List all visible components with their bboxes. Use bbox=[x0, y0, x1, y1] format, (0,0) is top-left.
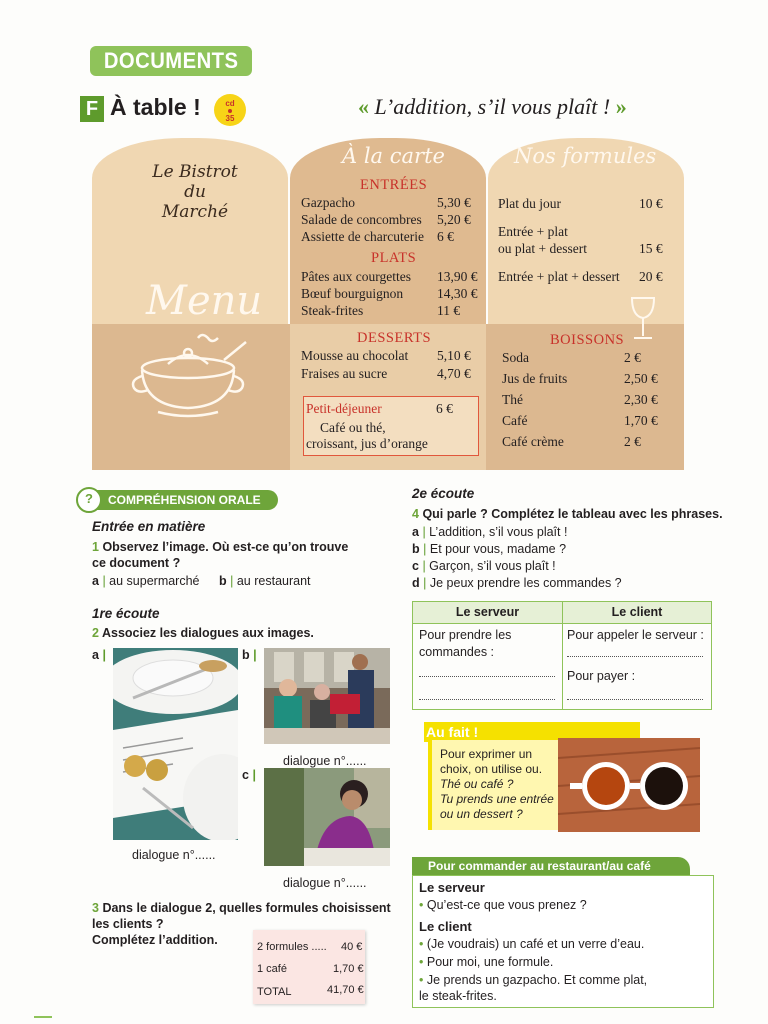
question-3 bbox=[92, 901, 391, 915]
table-header-client: Le client bbox=[563, 602, 711, 623]
photo-receipt-coins bbox=[113, 648, 238, 840]
boisson-price: 2,50 € bbox=[624, 371, 658, 386]
serveur-line: • Qu’est-ce que vous prenez ? bbox=[419, 898, 587, 912]
documents-tag: DOCUMENTS bbox=[90, 46, 252, 76]
boisson-name: Soda bbox=[502, 350, 529, 365]
menu-item-price: 14,30 € bbox=[437, 286, 478, 301]
image-c-label: c | bbox=[242, 768, 256, 782]
menu-item-price: 13,90 € bbox=[437, 269, 478, 284]
client-line: • (Je voudrais) un café et un verre d’eau. bbox=[419, 937, 645, 951]
cd-track: 35 bbox=[225, 114, 235, 123]
menu-item-name: Salade de concombres bbox=[301, 212, 422, 227]
question-1 bbox=[92, 540, 348, 554]
cd-label: cd bbox=[225, 99, 235, 108]
wine-glass-icon bbox=[628, 294, 658, 344]
answer-a[interactable]: a | au supermarché bbox=[92, 574, 200, 588]
question-text: Associez les dialogues aux images. bbox=[101, 626, 314, 640]
client-line: • Pour moi, une formule. bbox=[419, 955, 554, 969]
phrase-text: Garçon, s’il vous plaît ! bbox=[429, 559, 556, 573]
client-title: Le client bbox=[419, 919, 472, 934]
petit-dejeuner-desc: Café ou thé, bbox=[320, 420, 386, 435]
menu-item-name: Steak-frites bbox=[301, 303, 364, 318]
boisson-price: 2 € bbox=[624, 350, 641, 365]
restaurant-name-line: Marché bbox=[161, 202, 229, 222]
question-1-line2: ce document ? bbox=[92, 556, 181, 570]
quote-close: » bbox=[615, 94, 627, 119]
client-answer-field-1[interactable] bbox=[567, 656, 703, 657]
question-number: 2 bbox=[92, 626, 99, 640]
quote-open: « bbox=[358, 94, 369, 119]
question-number: 1 bbox=[92, 540, 99, 554]
phrase-letter: a bbox=[412, 525, 419, 539]
cd-icon bbox=[228, 109, 232, 113]
ear-icon: ? bbox=[76, 487, 102, 513]
boisson-price: 2,30 € bbox=[624, 392, 658, 407]
commander-box bbox=[412, 875, 714, 1008]
client-prompt-appeler: Pour appeler le serveur : bbox=[567, 628, 704, 642]
menu-item-price: 5,20 € bbox=[437, 212, 471, 227]
addition-label: TOTAL bbox=[257, 986, 292, 998]
phrase-letter: b bbox=[412, 542, 420, 556]
restaurant-name bbox=[140, 162, 250, 222]
au-fait-example: ou un dessert ? bbox=[440, 807, 523, 821]
question-text: Observez l’image. Où est-ce qu’on trouve bbox=[102, 540, 349, 554]
menu-item-name: Gazpacho bbox=[301, 195, 355, 210]
entrees-title: ENTRÉES bbox=[360, 177, 428, 193]
client-line: • Je prends un gazpacho. Et comme plat, bbox=[419, 973, 648, 987]
table-header-line bbox=[413, 623, 711, 624]
client-answer-field-2[interactable] bbox=[567, 699, 703, 700]
client-line-end: le steak-frites. bbox=[419, 989, 497, 1003]
carte-title: À la carte bbox=[342, 144, 445, 168]
cd-track-badge[interactable] bbox=[214, 94, 246, 126]
au-fait-example: Tu prends une entrée bbox=[440, 792, 554, 806]
serveur-title: Le serveur bbox=[419, 880, 485, 895]
soup-tureen-icon bbox=[128, 328, 253, 423]
phrase-text: Je peux prendre les commandes ? bbox=[429, 576, 622, 590]
question-number: 3 bbox=[92, 901, 99, 915]
menu-item-name: Fraises au sucre bbox=[301, 366, 388, 381]
answer-text: au restaurant bbox=[236, 574, 311, 588]
addition-value: 41,70 € bbox=[327, 984, 364, 996]
menu-item-price: 5,10 € bbox=[437, 348, 471, 363]
table-header-serveur: Le serveur bbox=[413, 602, 562, 623]
ecoute-2-heading: 2e écoute bbox=[412, 486, 475, 501]
phrase-letter: c bbox=[412, 559, 419, 573]
plats-title: PLATS bbox=[371, 250, 417, 266]
comprehension-orale-label: COMPRÉHENSION ORALE bbox=[108, 493, 261, 507]
boisson-name: Jus de fruits bbox=[502, 371, 568, 386]
boisson-name: Café crème bbox=[502, 434, 564, 449]
answer-letter: a bbox=[92, 574, 99, 588]
boisson-price: 2 € bbox=[624, 434, 641, 449]
waiter-scene-image bbox=[264, 648, 390, 744]
formules-title: Nos formules bbox=[514, 144, 657, 168]
phrase-item: d | Je peux prendre les commandes ? bbox=[412, 576, 622, 590]
commander-tag: Pour commander au restaurant/au café bbox=[412, 857, 690, 875]
boisson-name: Thé bbox=[502, 392, 523, 407]
question-text: Qui parle ? Complétez le tableau avec les phrases. bbox=[422, 507, 723, 521]
au-fait-line: Pour exprimer un bbox=[440, 747, 533, 761]
photo-tea-coffee bbox=[558, 738, 700, 832]
formule-name: Entrée + plat + dessert bbox=[498, 269, 620, 284]
phrase-item: b | Et pour vous, madame ? bbox=[412, 542, 567, 556]
menu-item-price: 11 € bbox=[437, 303, 461, 318]
phrase-text: L’addition, s’il vous plaît ! bbox=[429, 525, 568, 539]
serveur-line-text: Qu’est-ce que vous prenez ? bbox=[426, 898, 587, 912]
serveur-prompt: Pour prendre les bbox=[419, 628, 512, 642]
answer-letter: b bbox=[219, 574, 227, 588]
menu-item-price: 5,30 € bbox=[437, 195, 471, 210]
boissons-title: BOISSONS bbox=[550, 332, 625, 348]
page-footer-mark bbox=[34, 1016, 52, 1018]
menu-item-name: Pâtes aux courgettes bbox=[301, 269, 411, 284]
comprehension-orale-tag bbox=[78, 490, 278, 510]
question-text: Dans le dialogue 2, quelles formules choisissent bbox=[102, 901, 391, 915]
section-letter: F bbox=[80, 96, 104, 122]
menu-item-name: Assiette de charcuterie bbox=[301, 229, 424, 244]
image-letter: c bbox=[242, 768, 249, 782]
formule-price: 15 € bbox=[639, 241, 663, 256]
menu-item-price: 4,70 € bbox=[437, 366, 471, 381]
question-2 bbox=[92, 626, 314, 640]
formule-name: Plat du jour bbox=[498, 196, 561, 211]
question-3-line2: les clients ? bbox=[92, 917, 164, 931]
image-letter: a bbox=[92, 648, 99, 662]
client-prompt-payer: Pour payer : bbox=[567, 669, 636, 683]
addition-receipt bbox=[253, 930, 365, 1004]
formule-name-line2: ou plat + dessert bbox=[498, 241, 587, 256]
ecoute-1-heading: 1re écoute bbox=[92, 606, 160, 621]
petit-dejeuner-name: Petit-déjeuner bbox=[306, 401, 382, 416]
table-divider bbox=[562, 602, 563, 709]
client-line-text: Pour moi, une formule. bbox=[426, 955, 554, 969]
receipt-scene-image bbox=[113, 648, 238, 840]
photo-waiter-clients bbox=[264, 648, 390, 744]
addition-label: 1 café bbox=[257, 963, 287, 975]
serveur-answer-field-1[interactable] bbox=[419, 676, 555, 677]
phrase-item: a | L’addition, s’il vous plaît ! bbox=[412, 525, 568, 539]
boisson-price: 1,70 € bbox=[624, 413, 658, 428]
phrase-letter: d bbox=[412, 576, 420, 590]
menu-item-name: Mousse au chocolat bbox=[301, 348, 409, 363]
au-fait-tag: Au fait ! bbox=[424, 722, 490, 742]
image-letter: b bbox=[242, 648, 250, 662]
question-3-line3: Complétez l’addition. bbox=[92, 933, 218, 947]
formule-price: 10 € bbox=[639, 196, 663, 211]
au-fait-line: choix, on utilise ou. bbox=[440, 762, 543, 776]
entree-matiere-heading: Entrée en matière bbox=[92, 519, 206, 534]
dialogue-a-label: dialogue n°...... bbox=[132, 848, 216, 862]
answer-b[interactable]: b | au restaurant bbox=[219, 574, 311, 588]
tea-coffee-image bbox=[558, 738, 700, 832]
restaurant-name-line: Le Bistrot bbox=[152, 162, 238, 182]
serveur-prompt-line2: commandes : bbox=[419, 645, 495, 659]
quote-text: L’addition, s’il vous plaît ! bbox=[374, 94, 611, 119]
addition-value: 1,70 € bbox=[333, 963, 364, 975]
page-title: À table ! bbox=[110, 94, 201, 120]
dialogue-b-label: dialogue n°...... bbox=[283, 754, 367, 768]
petit-dejeuner-price: 6 € bbox=[436, 401, 453, 416]
phrase-item: c | Garçon, s’il vous plaît ! bbox=[412, 559, 556, 573]
serveur-client-table bbox=[412, 601, 712, 710]
photo-woman-paying bbox=[264, 768, 390, 866]
addition-label: 2 formules ..... bbox=[257, 941, 327, 953]
bistrot-menu bbox=[92, 138, 684, 470]
au-fait-example: Thé ou café ? bbox=[440, 777, 514, 791]
au-fait-box bbox=[428, 740, 558, 830]
serveur-answer-field-2[interactable] bbox=[419, 699, 555, 700]
dialogue-title bbox=[358, 94, 627, 120]
formule-price: 20 € bbox=[639, 269, 663, 284]
woman-scene-image bbox=[264, 768, 390, 866]
client-line-text: (Je voudrais) un café et un verre d’eau. bbox=[426, 937, 645, 951]
dialogue-c-label: dialogue n°...... bbox=[283, 876, 367, 890]
image-b-label: b | bbox=[242, 648, 257, 662]
formule-name: Entrée + plat bbox=[498, 224, 568, 239]
petit-dejeuner-desc: croissant, jus d’orange bbox=[306, 436, 428, 451]
addition-value: 40 € bbox=[341, 941, 363, 953]
image-a-label: a | bbox=[92, 648, 106, 662]
boisson-name: Café bbox=[502, 413, 528, 428]
phrase-text: Et pour vous, madame ? bbox=[429, 542, 567, 556]
menu-word: Menu bbox=[146, 278, 263, 324]
restaurant-name-line: du bbox=[184, 182, 206, 202]
question-number: 4 bbox=[412, 507, 419, 521]
desserts-title: DESSERTS bbox=[357, 330, 432, 346]
question-4 bbox=[412, 507, 723, 521]
menu-item-price: 6 € bbox=[437, 229, 454, 244]
answer-text: au supermarché bbox=[109, 574, 200, 588]
menu-item-name: Bœuf bourguignon bbox=[301, 286, 404, 301]
client-line-text: Je prends un gazpacho. Et comme plat, bbox=[426, 973, 648, 987]
